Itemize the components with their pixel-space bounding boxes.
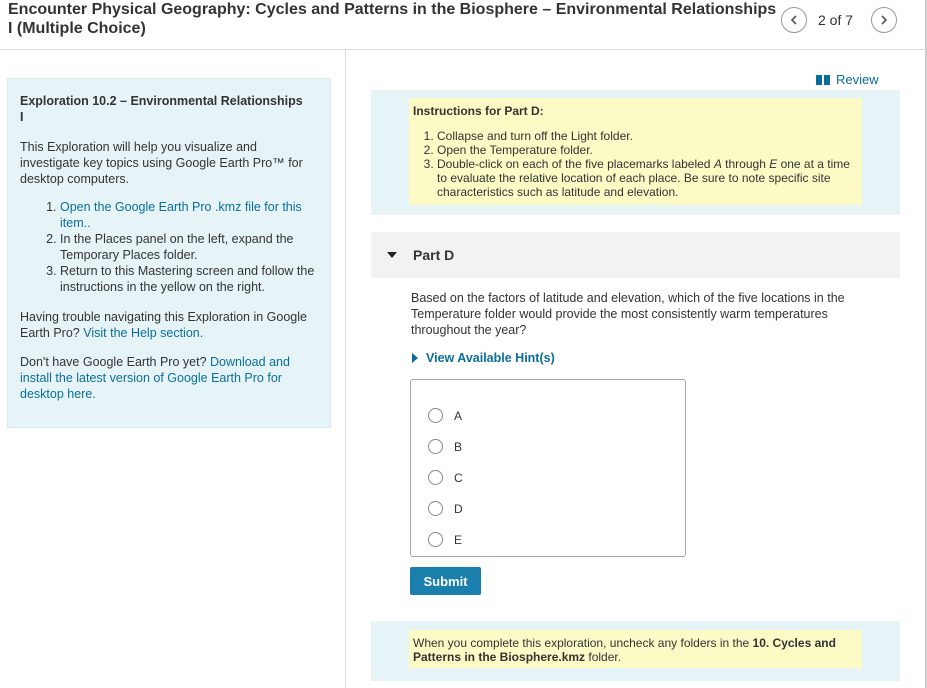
radio-button[interactable] bbox=[428, 470, 443, 485]
choice-b[interactable] bbox=[411, 431, 685, 462]
instructions-panel bbox=[371, 90, 900, 215]
page-title: Encounter Physical Geography: Cycles and Patterns in the Biosphere – Environmental Relationships I (Multiple Choice) bbox=[8, 1, 777, 37]
submit-button[interactable]: Submit bbox=[410, 567, 481, 595]
choice-label: B bbox=[454, 439, 463, 454]
choice-label: A bbox=[454, 408, 463, 423]
help-paragraph: Having trouble navigating this Exploration in Google Earth Pro? Visit the Help section. bbox=[20, 310, 307, 340]
radio-button[interactable] bbox=[428, 408, 443, 423]
choice-d[interactable] bbox=[411, 493, 685, 524]
item-counter: 2 of 7 bbox=[818, 12, 854, 28]
kmz-file-link[interactable]: Open the Google Earth Pro .kmz file for this item.. bbox=[60, 200, 302, 230]
radio-button[interactable] bbox=[428, 439, 443, 454]
instruction-item: 2. Open the Temperature folder. bbox=[437, 143, 858, 157]
choice-label: C bbox=[454, 470, 463, 485]
radio-button[interactable] bbox=[428, 532, 443, 547]
choice-c[interactable] bbox=[411, 462, 685, 493]
review-link[interactable] bbox=[816, 72, 879, 87]
review-label: Review bbox=[836, 72, 879, 87]
step-item: 3. Return to this Mastering screen and follow the instructions in the yellow on the right. bbox=[60, 263, 318, 295]
choice-label: D bbox=[454, 501, 463, 516]
instruction-item: 3. Double-click on each of the five placemarks labeled A through E one at a time to evaluate the relative location of each place. Be sure to note specific site characteristics such as latitude and elevation. bbox=[437, 157, 858, 199]
help-section-link[interactable]: Visit the Help section. bbox=[83, 326, 204, 340]
chevron-left-icon bbox=[789, 15, 799, 25]
exploration-intro: This Exploration will help you visualize and investigate key topics using Google Earth Pro™ for desktop computers. bbox=[20, 140, 303, 186]
next-item-button[interactable] bbox=[871, 7, 897, 33]
view-hints-link[interactable] bbox=[411, 351, 555, 365]
step-item: 2. In the Places panel on the left, expand the Temporary Places folder. bbox=[60, 231, 318, 263]
completion-note: When you complete this exploration, uncheck any folders in the 10. Cycles and Patterns in the Biosphere.kmz folder. bbox=[409, 630, 862, 668]
download-link[interactable]: Download and install the latest version of Google Earth Pro for desktop here. bbox=[20, 355, 290, 401]
hint-label: View Available Hint(s) bbox=[426, 351, 555, 365]
instructions-note bbox=[409, 98, 862, 205]
step-item bbox=[60, 199, 318, 231]
panel-divider bbox=[345, 50, 346, 688]
exploration-title: Exploration 10.2 – Environmental Relationships I bbox=[20, 94, 303, 124]
choice-a[interactable] bbox=[411, 400, 685, 431]
question-text: Based on the factors of latitude and elevation, which of the five locations in the Temperature folder would provide the most consistently warm temperatures throughout the year? bbox=[411, 291, 845, 337]
answer-choices bbox=[410, 379, 686, 557]
completion-panel bbox=[371, 621, 900, 681]
choice-e[interactable] bbox=[411, 524, 685, 555]
part-d-header[interactable] bbox=[371, 232, 900, 278]
radio-button[interactable] bbox=[428, 501, 443, 516]
previous-item-button[interactable] bbox=[781, 7, 807, 33]
exploration-steps bbox=[20, 199, 318, 295]
instructions-heading: Instructions for Part D: bbox=[413, 104, 544, 118]
instruction-item: 1. Collapse and turn off the Light folder. bbox=[437, 129, 858, 143]
book-icon bbox=[816, 75, 830, 85]
install-paragraph: Don't have Google Earth Pro yet? Download and install the latest version of Google Earth Pro for desktop here. bbox=[20, 355, 290, 401]
caret-down-icon[interactable] bbox=[385, 248, 399, 262]
part-label: Part D bbox=[413, 247, 455, 263]
instructions-list bbox=[413, 129, 858, 199]
choice-label: E bbox=[454, 532, 463, 547]
exploration-panel bbox=[7, 78, 331, 428]
page-header bbox=[0, 0, 927, 50]
caret-right-icon bbox=[411, 353, 419, 363]
chevron-right-icon bbox=[879, 15, 889, 25]
